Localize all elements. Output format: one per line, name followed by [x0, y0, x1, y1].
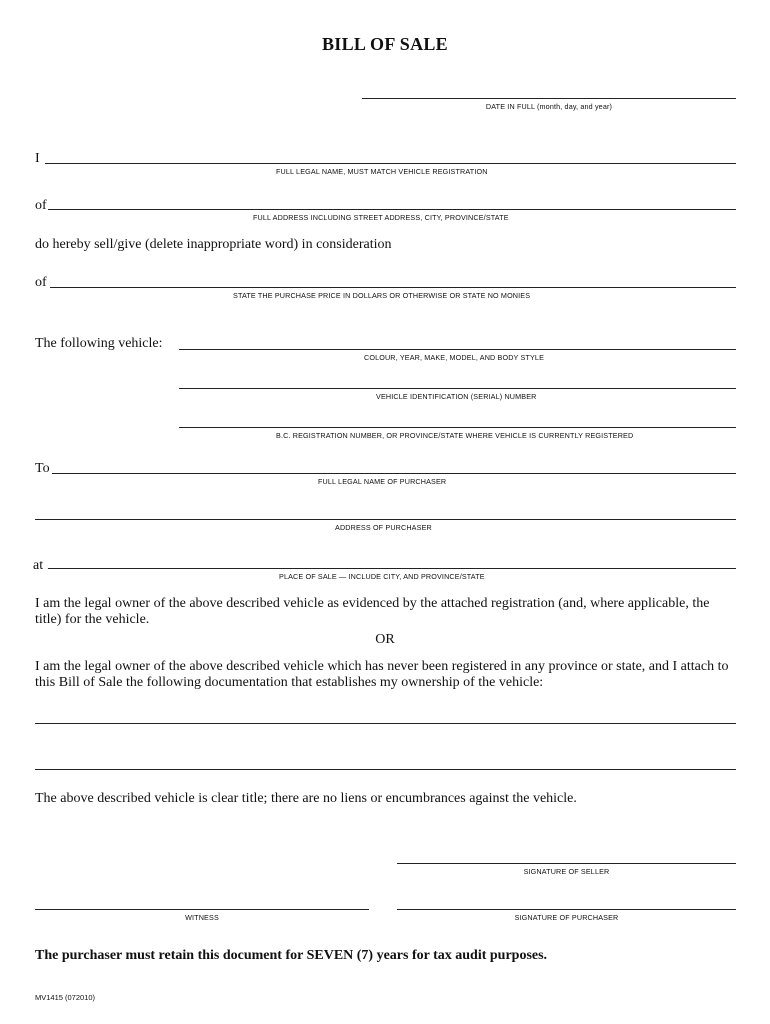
documentation-input-2[interactable]	[35, 752, 740, 770]
seller-signature-input[interactable]	[397, 846, 740, 864]
purchaser-signature-input[interactable]	[397, 892, 740, 910]
purchaser-signature-line	[397, 909, 736, 910]
vehicle-label: The following vehicle:	[35, 336, 163, 351]
price-input[interactable]	[50, 270, 740, 288]
vehicle-description-line	[179, 349, 736, 350]
seller-address-input[interactable]	[48, 192, 740, 210]
place-of-sale-line	[48, 568, 736, 569]
purchaser-name-input[interactable]	[52, 456, 740, 474]
purchaser-name-line	[52, 473, 736, 474]
seller-name-line	[45, 163, 736, 164]
purchaser-signature-caption: SIGNATURE OF PURCHASER	[514, 913, 619, 922]
seller-address-caption: FULL ADDRESS INCLUDING STREET ADDRESS, CITY, PROVINCE/STATE	[253, 213, 509, 222]
vehicle-description-input[interactable]	[179, 332, 740, 350]
vehicle-description-caption: COLOUR, YEAR, MAKE, MODEL, AND BODY STYLE	[364, 353, 545, 362]
retention-note: The purchaser must retain this document for SEVEN (7) years for tax audit purposes.	[35, 948, 548, 963]
documentation-input-1[interactable]	[35, 706, 740, 724]
place-of-sale-input[interactable]	[48, 551, 740, 569]
seller-signature-caption: SIGNATURE OF SELLER	[523, 867, 610, 876]
date-caption: DATE IN FULL (month, day, and year)	[485, 102, 613, 111]
to-prefix: To	[35, 461, 50, 476]
ownership-statement-registered: I am the legal owner of the above described vehicle as evidenced by the attached registration (and, where applicable, the title) for the vehicle.	[35, 596, 710, 627]
registration-caption: B.C. REGISTRATION NUMBER, OR PROVINCE/STATE WHERE VEHICLE IS CURRENTLY REGISTERED	[276, 431, 634, 440]
documentation-line-1	[35, 723, 736, 724]
purchaser-name-caption: FULL LEGAL NAME OF PURCHASER	[318, 477, 447, 486]
ownership-statement-unregistered: I am the legal owner of the above described vehicle which has never been registered in any province or state, and I attach to this Bill of Sale the following documentation that establishes my ownership of the vehicle:	[35, 659, 729, 690]
registration-line	[179, 427, 736, 428]
vin-caption: VEHICLE IDENTIFICATION (SERIAL) NUMBER	[376, 392, 537, 401]
address-prefix: of	[35, 198, 47, 213]
registration-input[interactable]	[179, 410, 740, 428]
at-prefix: at	[33, 558, 44, 573]
documentation-line-2	[35, 769, 736, 770]
price-caption: STATE THE PURCHASE PRICE IN DOLLARS OR OTHERWISE OR STATE NO MONIES	[233, 291, 531, 300]
seller-name-caption: FULL LEGAL NAME, MUST MATCH VEHICLE REGISTRATION	[276, 167, 488, 176]
seller-prefix: I	[35, 151, 40, 166]
sell-give-text: do hereby sell/give (delete inappropriate word) in consideration	[35, 237, 392, 252]
witness-caption: WITNESS	[185, 913, 219, 922]
place-of-sale-caption: PLACE OF SALE — INCLUDE CITY, AND PROVINCE/STATE	[279, 572, 485, 581]
vin-input[interactable]	[179, 371, 740, 389]
vin-line	[179, 388, 736, 389]
date-line	[362, 98, 736, 99]
price-line	[50, 287, 736, 288]
seller-signature-line	[397, 863, 736, 864]
document-title: BILL OF SALE	[322, 34, 448, 54]
clear-title-statement: The above described vehicle is clear title; there are no liens or encumbrances against the vehicle.	[35, 791, 577, 806]
form-number: MV1415 (072010)	[35, 993, 96, 1002]
witness-signature-line	[35, 909, 369, 910]
purchaser-address-input[interactable]	[35, 502, 740, 520]
seller-name-input[interactable]	[45, 146, 740, 164]
witness-signature-input[interactable]	[35, 892, 373, 910]
price-prefix: of	[35, 275, 47, 290]
seller-address-line	[48, 209, 736, 210]
or-separator: OR	[375, 632, 395, 647]
purchaser-address-caption: ADDRESS OF PURCHASER	[335, 523, 432, 532]
purchaser-address-line	[35, 519, 736, 520]
date-input[interactable]	[362, 81, 740, 99]
